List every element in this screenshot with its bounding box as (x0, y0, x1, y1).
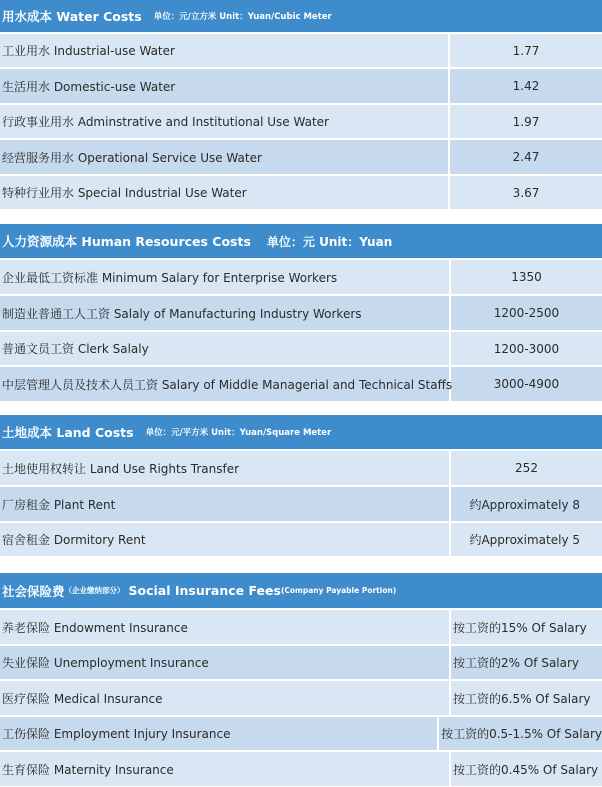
row-label: 行政事业用水 Adminstrative and Institutional Use Water (0, 105, 450, 138)
row-value: 按工资的0.5-1.5% Of Salary (441, 727, 602, 741)
table-row (0, 521, 602, 556)
row-label: 厂房租金 Plant Rent (0, 487, 451, 521)
land-costs-title: 土地成本 Land Costs (2, 425, 134, 440)
insurance-title-cn: 社会保险费 (2, 583, 65, 599)
hr-costs-title: 人力资源成本 Human Resources Costs (2, 234, 251, 249)
table-row (0, 679, 602, 715)
row-value: 1.97 (512, 114, 540, 129)
row-value: 1.42 (512, 79, 540, 93)
row-label: 失业保险 Unemployment Insurance (0, 646, 451, 679)
hr-costs-unit: 单位：元 Unit：Yuan (266, 234, 393, 249)
row-value: 3000-4900 (493, 377, 560, 391)
insurance-title-en: Social Insurance Fees (128, 583, 281, 598)
row-label: 土地使用权转让 Land Use Rights Transfer (0, 451, 451, 485)
insurance-title-sub: （企业缴纳部分） (64, 586, 125, 595)
row-value: 3.67 (512, 185, 540, 200)
row-label: 企业最低工资标准 Minimum Salary for Enterprise Workers (0, 260, 451, 294)
row-label: 医疗保险 Medical Insurance (0, 681, 451, 715)
table-row (0, 644, 602, 679)
row-label: 养老保险 Endowment Insurance (0, 610, 451, 644)
row-value: 1350 (511, 270, 542, 284)
row-value: 按工资的0.45% Of Salary (453, 762, 599, 777)
table-row (0, 67, 602, 103)
land-costs-section (0, 415, 602, 556)
table-row (0, 174, 602, 209)
row-value: 1200-2500 (493, 306, 560, 320)
water-costs-section (0, 0, 602, 209)
row-value: 按工资的2% Of Salary (453, 656, 580, 670)
table-row (0, 608, 602, 644)
insurance-title-en-sub: (Company Payable Portion) (280, 586, 397, 595)
table-row (0, 138, 602, 174)
table-row (0, 485, 602, 521)
land-costs-unit: 单位：元/平方米 Unit：Yuan/Square Meter (145, 428, 332, 438)
table-row (0, 715, 602, 750)
row-label: 生活用水 Domestic-use Water (0, 69, 450, 103)
table-row (0, 32, 602, 67)
row-value: 约Approximately 8 (469, 497, 580, 512)
row-value: 约Approximately 5 (469, 533, 580, 547)
water-costs-title: 用水成本 Water Costs (2, 9, 142, 24)
row-label: 特种行业用水 Special Industrial Use Water (0, 176, 450, 209)
table-row (0, 294, 602, 330)
row-value: 2.47 (512, 150, 540, 164)
table-row (0, 365, 602, 401)
row-label: 中层管理人员及技术人员工资 Salary of Middle Managerial and Technical Staffs (0, 367, 451, 401)
hr-costs-header (0, 224, 602, 258)
row-value: 252 (515, 461, 538, 475)
row-label: 工伤保险 Employment Injury Insurance (0, 717, 439, 750)
table-row (0, 103, 602, 138)
insurance-section (0, 573, 602, 786)
table-row (0, 258, 602, 294)
row-value: 按工资的6.5% Of Salary (453, 691, 591, 706)
water-costs-header (0, 0, 602, 32)
row-label: 宿舍租金 Dormitory Rent (0, 523, 451, 556)
row-value: 1200-3000 (493, 341, 560, 356)
table-row (0, 449, 602, 485)
row-label: 普通文员工资 Clerk Salaly (0, 332, 451, 365)
row-label: 经营服务用水 Operational Service Use Water (0, 140, 450, 174)
water-costs-unit: 单位：元/立方米 Unit：Yuan/Cubic Meter (153, 12, 332, 22)
table-row (0, 750, 602, 786)
insurance-header (0, 573, 602, 608)
row-label: 工业用水 Industrial-use Water (0, 34, 450, 67)
row-value: 按工资的15% Of Salary (453, 620, 587, 635)
row-label: 制造业普通工人工资 Salaly of Manufacturing Industry Workers (0, 296, 451, 330)
hr-costs-section (0, 224, 602, 401)
row-label: 生育保险 Maternity Insurance (0, 752, 451, 786)
land-costs-header (0, 415, 602, 449)
table-row (0, 330, 602, 365)
row-value: 1.77 (512, 43, 540, 58)
